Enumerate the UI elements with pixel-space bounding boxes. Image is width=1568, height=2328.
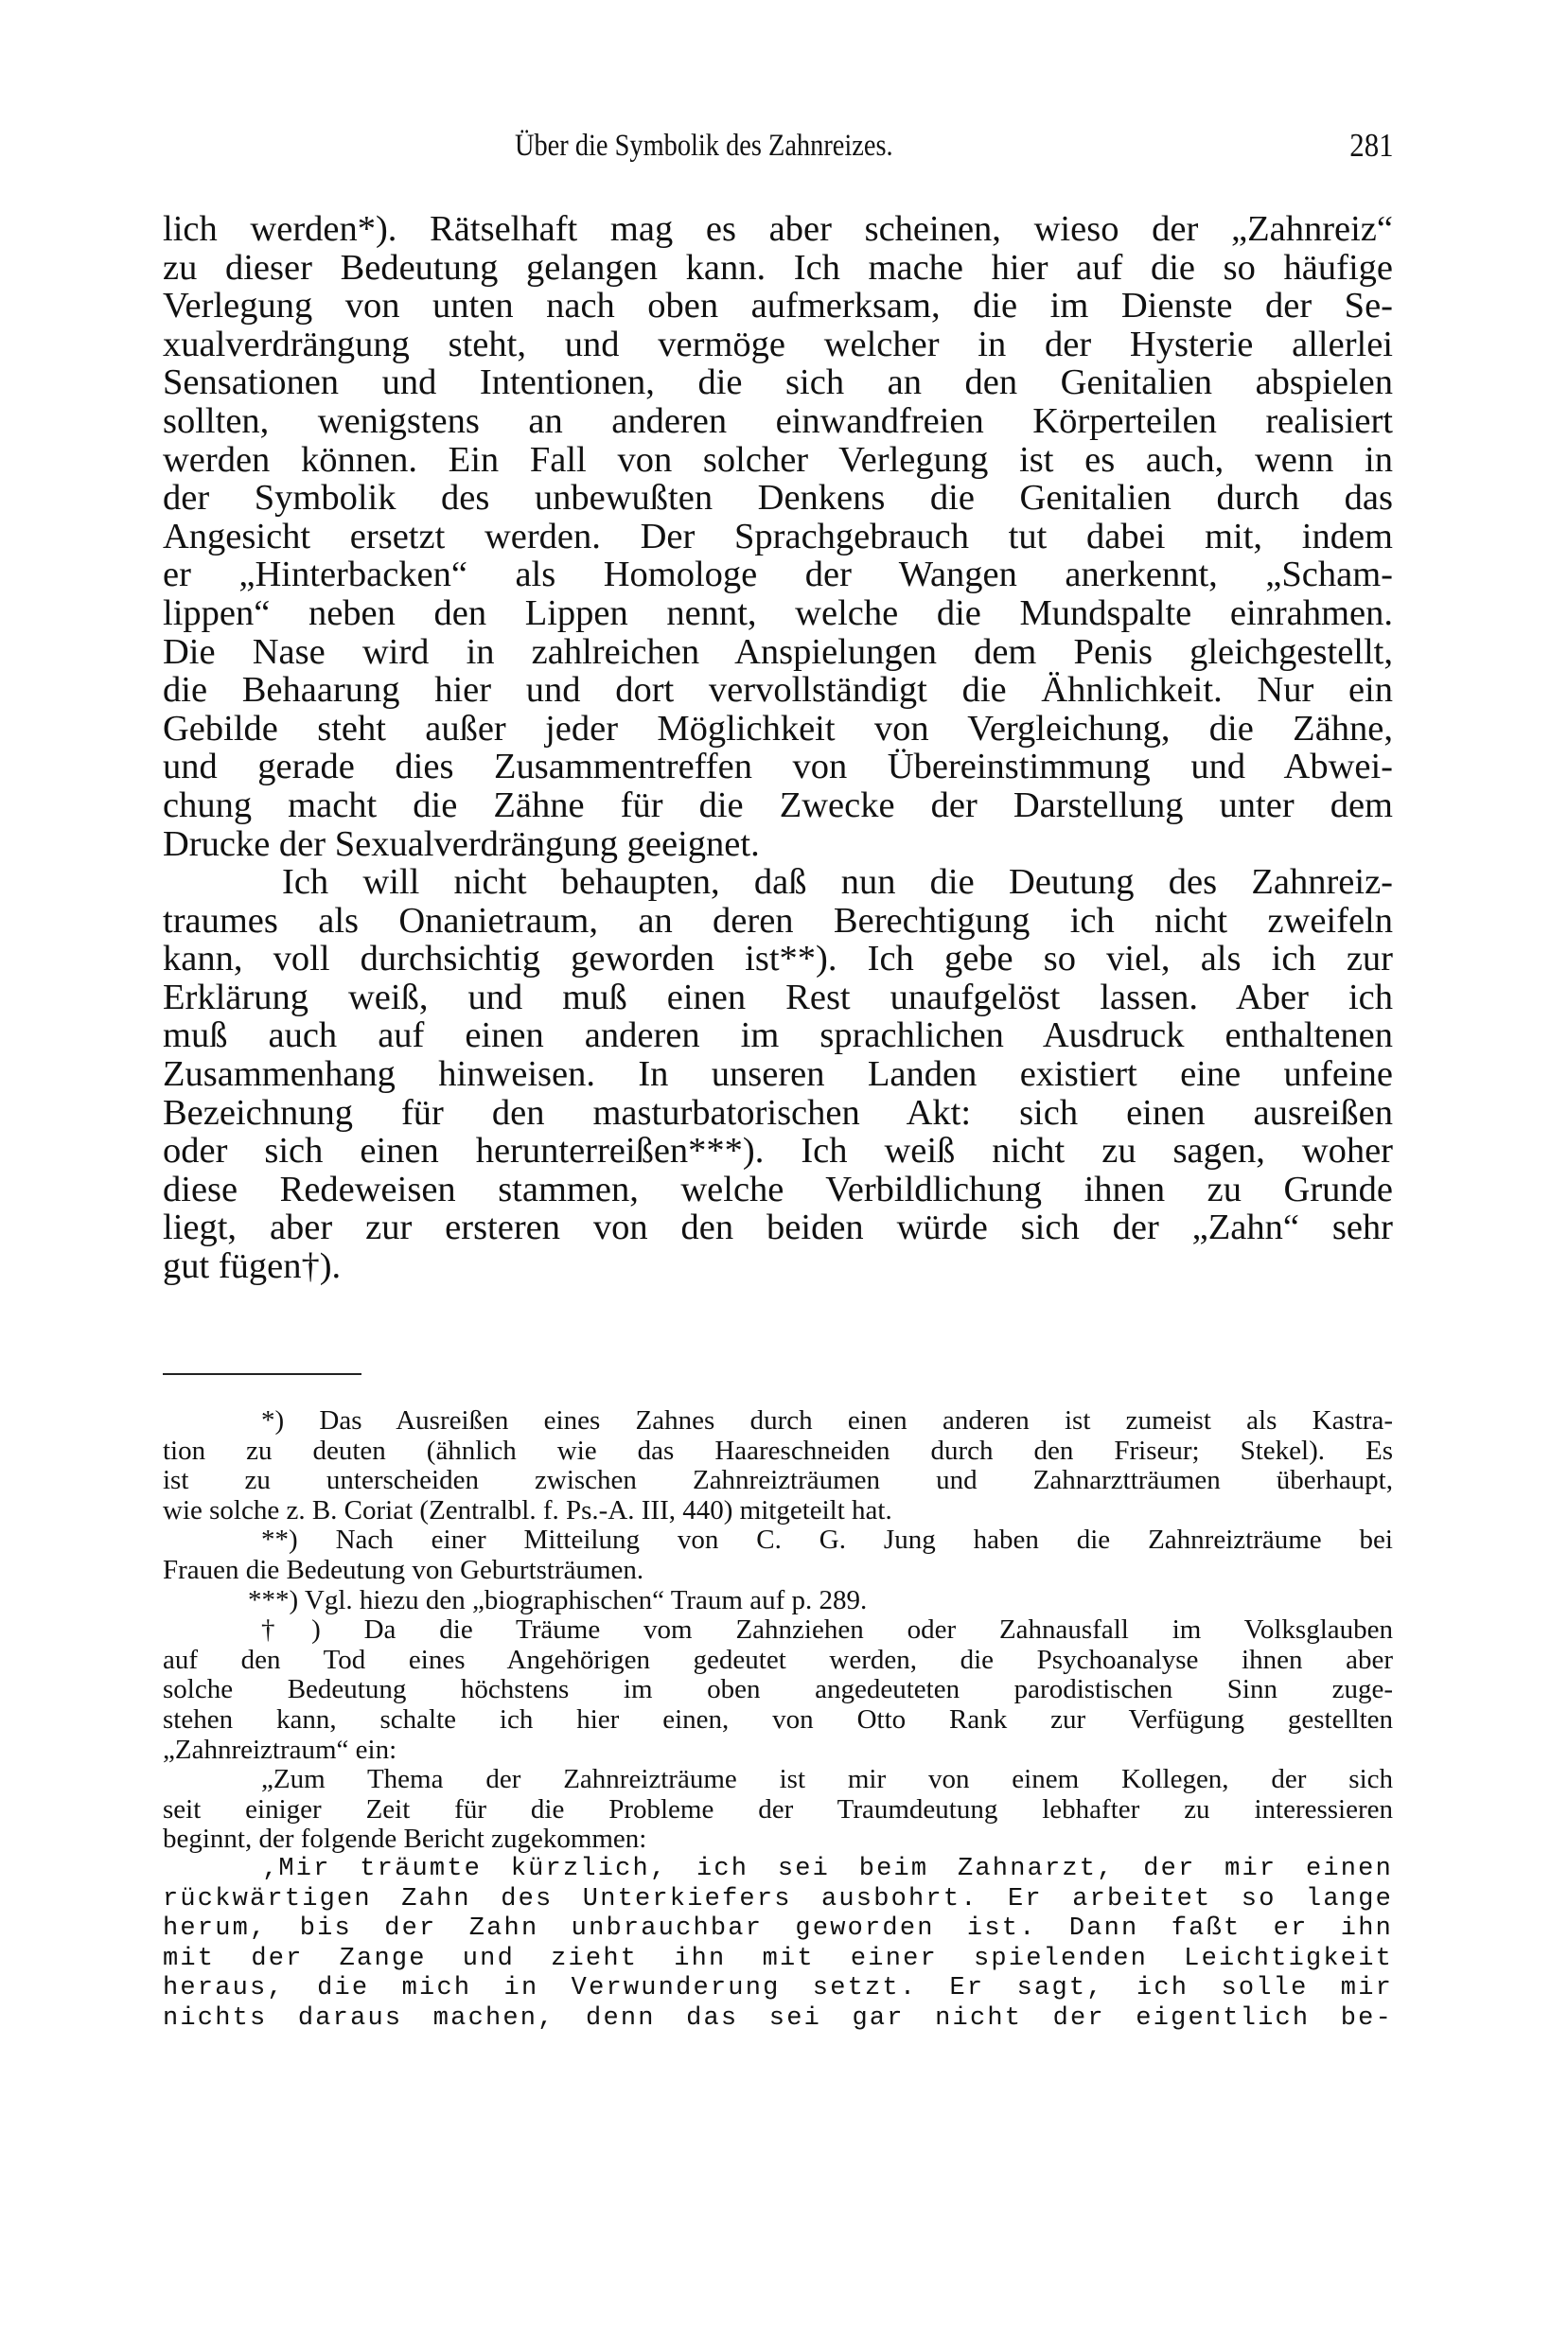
footnote-line: auf den Tod eines Angehörigen gedeutet werden, die Psychoanalyse ihnen aber	[163, 1644, 1393, 1675]
text-line: lippen“ neben den Lippen nennt, welche die Mundspalte einrahmen.	[163, 592, 1393, 633]
footnote-separator	[163, 1373, 361, 1375]
text-line: oder sich einen herunterreißen***). Ich weiß nicht zu sagen, woher	[163, 1131, 1393, 1172]
text-line: Drucke der Sexualverdrängung geeignet.	[163, 823, 760, 864]
text-line: Zusammenhang hinweisen. In unseren Landen existiert eine unfeine	[163, 1054, 1393, 1095]
text-line: kann, voll durchsichtig geworden ist**). Ich gebe so viel, als ich zur	[163, 939, 1393, 979]
quoted-dream-line: nichts daraus machen, denn das sei gar nicht der eigentlich be-	[163, 2003, 1393, 2033]
page-header	[163, 129, 1393, 176]
footnote-line: beginnt, der folgende Bericht zugekommen:	[163, 1824, 647, 1855]
quoted-dream-line: herum, bis der Zahn unbrauchbar geworden ist. Dann faßt er ihn	[163, 1914, 1393, 1944]
text-line: Sensationen und Intentionen, die sich an den Genitalien abspielen	[163, 362, 1393, 403]
footnote-line: Frauen die Bedeutung von Geburtsträumen.	[163, 1554, 644, 1585]
text-line: die Behaarung hier und dort vervollständigt die Ähnlichkeit. Nur ein	[163, 670, 1393, 711]
running-title: Über die Symbolik des Zahnreizes.	[515, 129, 893, 163]
quoted-dream-line: ‚Mir träumte kürzlich, ich sei beim Zahnarzt, der mir einen	[261, 1854, 1393, 1883]
text-line: Angesicht ersetzt werden. Der Sprachgebrauch tut dabei mit, indem	[163, 516, 1393, 556]
text-line: xualverdrängung steht, und vermöge welcher in der Hysterie allerlei	[163, 324, 1393, 364]
text-line: Gebilde steht außer jeder Möglichkeit von Vergleichung, die Zähne,	[163, 708, 1393, 749]
footnote-line: †) Da die Träume vom Zahnziehen oder Zahnausfall im Volksglauben	[261, 1614, 1393, 1646]
footnote-line: tion zu deuten (ähnlich wie das Haareschneiden durch den Friseur; Stekel). Es	[163, 1435, 1393, 1466]
footnote-line: **) Nach einer Mitteilung von C. G. Jung haben die Zahnreizträume bei	[261, 1525, 1393, 1556]
footnote-line: ist zu unterscheiden zwischen Zahnreizträumen und Zahnarztträumen überhaupt,	[163, 1465, 1393, 1496]
footnote-line: „Zahnreiztraum“ ein:	[163, 1734, 397, 1765]
quoted-dream-line: rückwärtigen Zahn des Unterkiefers ausbohrt. Er arbeitet so lange	[163, 1884, 1393, 1914]
text-line: chung macht die Zähne für die Zwecke der Darstellung unter dem	[163, 785, 1393, 825]
text-line: traumes als Onanietraum, an deren Berechtigung ich nicht zweifeln	[163, 900, 1393, 941]
text-line: Bezeichnung für den masturbatorischen Akt: sich einen ausreißen	[163, 1092, 1393, 1133]
text-line: diese Redeweisen stammen, welche Verbildlichung ihnen zu Grunde	[163, 1169, 1393, 1209]
footnotes	[163, 1406, 1393, 2034]
text-line: Die Nase wird in zahlreichen Anspielungen dem Penis gleichgestellt,	[163, 631, 1393, 672]
quoted-dream-line: mit der Zange und zieht ihn mit einer spielenden Leichtigkeit	[163, 1944, 1393, 1973]
footnote-line: „Zum Thema der Zahnreizträume ist mir von einem Kollegen, der sich	[261, 1764, 1393, 1795]
main-text	[163, 210, 1393, 1286]
footnote-line: ***) Vgl. hiezu den „biographischen“ Traum auf p. 289.	[248, 1584, 868, 1615]
quoted-dream-line: heraus, die mich in Verwunderung setzt. Er sagt, ich solle mir	[163, 1974, 1393, 2003]
page-number: 281	[1348, 127, 1393, 164]
text-line: und gerade dies Zusammentreffen von Übereinstimmung und Abwei-	[163, 747, 1393, 787]
text-line: gut fügen†).	[163, 1246, 342, 1287]
text-line: der Symbolik des unbewußten Denkens die Genitalien durch das	[163, 478, 1393, 519]
footnote-line: stehen kann, schalte ich hier einen, von Otto Rank zur Verfügung gestellten	[163, 1703, 1393, 1735]
footnote-line: solche Bedeutung höchstens im oben angedeuteten parodistischen Sinn zuge-	[163, 1674, 1393, 1705]
text-line: lich werden*). Rätselhaft mag es aber scheinen, wieso der „Zahnreiz“	[163, 209, 1393, 249]
text-line: Erklärung weiß, und muß einen Rest unaufgelöst lassen. Aber ich	[163, 977, 1393, 1017]
text-line: zu dieser Bedeutung gelangen kann. Ich mache hier auf die so häufige	[163, 247, 1393, 288]
text-line: Verlegung von unten nach oben aufmerksam, die im Dienste der Se-	[163, 286, 1393, 326]
footnote-line: wie solche z. B. Coriat (Zentralbl. f. Ps.-A. III, 440) mitgeteilt hat.	[163, 1494, 892, 1526]
footnote-line: *) Das Ausreißen eines Zahnes durch einen anderen ist zumeist als Kastra-	[261, 1405, 1393, 1436]
text-line: werden können. Ein Fall von solcher Verlegung ist es auch, wenn in	[163, 439, 1393, 480]
footnote-line: seit einiger Zeit für die Probleme der Traumdeutung lebhafter zu interessieren	[163, 1793, 1393, 1825]
text-line: er „Hinterbacken“ als Homologe der Wangen anerkennt, „Scham-	[163, 555, 1393, 595]
text-line: sollten, wenigstens an anderen einwandfreien Körperteilen realisiert	[163, 400, 1393, 441]
text-line: liegt, aber zur ersteren von den beiden würde sich der „Zahn“ sehr	[163, 1208, 1393, 1248]
text-line: muß auch auf einen anderen im sprachlichen Ausdruck enthaltenen	[163, 1015, 1393, 1056]
paragraph-start-line: Ich will nicht behaupten, daß nun die Deutung des Zahnreiz-	[282, 862, 1393, 903]
